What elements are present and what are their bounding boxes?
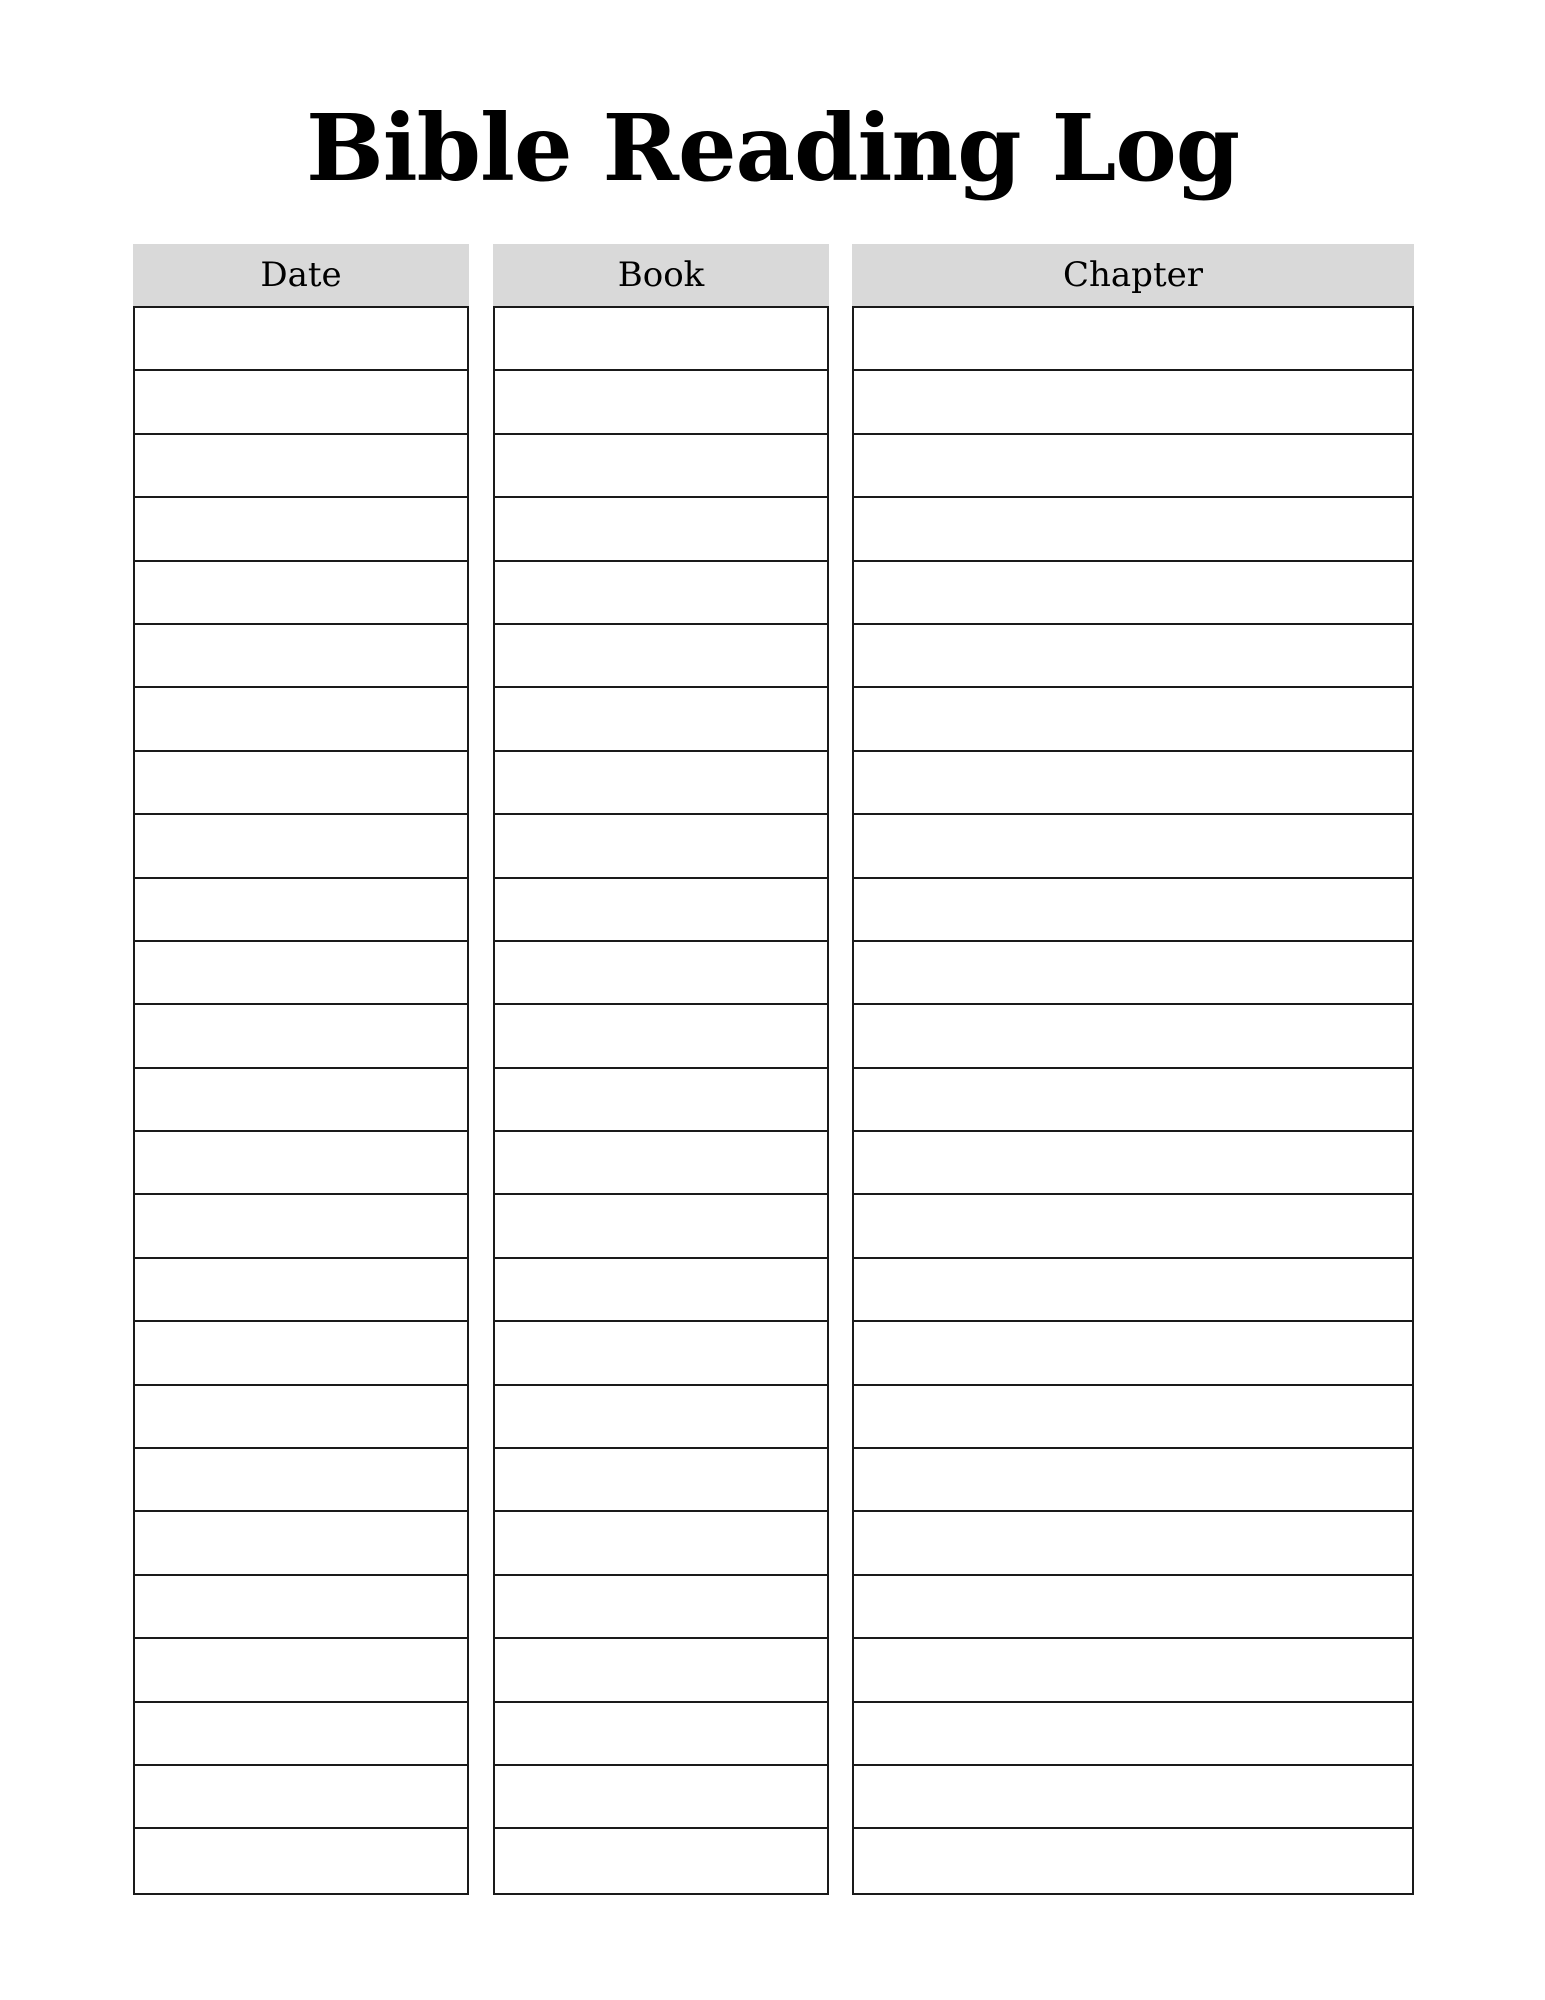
chapter-entry-cell[interactable]	[854, 1449, 1412, 1512]
book-entry-cell[interactable]	[495, 1639, 827, 1702]
chapter-entry-cell[interactable]	[854, 942, 1412, 1005]
chapter-entry-cell[interactable]	[854, 1322, 1412, 1385]
chapter-entry-cell[interactable]	[854, 1386, 1412, 1449]
book-entry-cell[interactable]	[495, 625, 827, 688]
book-entry-cell[interactable]	[495, 879, 827, 942]
chapter-entry-cell[interactable]	[854, 1195, 1412, 1258]
chapter-column	[852, 244, 1414, 1895]
chapter-entry-cell[interactable]	[854, 498, 1412, 561]
date-entry-cell[interactable]	[135, 688, 467, 751]
date-entry-cell[interactable]	[135, 1386, 467, 1449]
date-entry-cell[interactable]	[135, 815, 467, 878]
chapter-entry-cell[interactable]	[854, 815, 1412, 878]
chapter-entry-cell[interactable]	[854, 562, 1412, 625]
book-entry-cell[interactable]	[495, 371, 827, 434]
chapter-entry-cell[interactable]	[854, 1005, 1412, 1068]
book-entry-cell[interactable]	[495, 1322, 827, 1385]
book-column-rows	[493, 306, 829, 1895]
book-entry-cell[interactable]	[495, 1766, 827, 1829]
date-entry-cell[interactable]	[135, 1449, 467, 1512]
book-entry-cell[interactable]	[495, 1449, 827, 1512]
chapter-entry-cell[interactable]	[854, 435, 1412, 498]
chapter-entry-cell[interactable]	[854, 1576, 1412, 1639]
chapter-entry-cell[interactable]	[854, 1132, 1412, 1195]
date-column	[133, 244, 469, 1895]
chapter-entry-cell[interactable]	[854, 625, 1412, 688]
date-entry-cell[interactable]	[135, 562, 467, 625]
chapter-entry-cell[interactable]	[854, 1259, 1412, 1322]
book-entry-cell[interactable]	[495, 752, 827, 815]
book-entry-cell[interactable]	[495, 815, 827, 878]
date-entry-cell[interactable]	[135, 1322, 467, 1385]
chapter-entry-cell[interactable]	[854, 1829, 1412, 1892]
book-entry-cell[interactable]	[495, 498, 827, 561]
date-entry-cell[interactable]	[135, 1703, 467, 1766]
book-entry-cell[interactable]	[495, 688, 827, 751]
book-entry-cell[interactable]	[495, 1703, 827, 1766]
date-entry-cell[interactable]	[135, 435, 467, 498]
chapter-entry-cell[interactable]	[854, 1703, 1412, 1766]
book-entry-cell[interactable]	[495, 1132, 827, 1195]
book-entry-cell[interactable]	[495, 435, 827, 498]
date-entry-cell[interactable]	[135, 1069, 467, 1132]
date-entry-cell[interactable]	[135, 1195, 467, 1258]
date-entry-cell[interactable]	[135, 1639, 467, 1702]
date-entry-cell[interactable]	[135, 879, 467, 942]
chapter-entry-cell[interactable]	[854, 1639, 1412, 1702]
date-entry-cell[interactable]	[135, 371, 467, 434]
chapter-entry-cell[interactable]	[854, 752, 1412, 815]
chapter-column-header: Chapter	[852, 244, 1414, 306]
book-entry-cell[interactable]	[495, 1069, 827, 1132]
chapter-entry-cell[interactable]	[854, 1512, 1412, 1575]
date-entry-cell[interactable]	[135, 308, 467, 371]
date-entry-cell[interactable]	[135, 1512, 467, 1575]
chapter-column-rows	[852, 306, 1414, 1895]
date-entry-cell[interactable]	[135, 1829, 467, 1892]
book-entry-cell[interactable]	[495, 1576, 827, 1639]
book-entry-cell[interactable]	[495, 1195, 827, 1258]
book-entry-cell[interactable]	[495, 1259, 827, 1322]
date-entry-cell[interactable]	[135, 1132, 467, 1195]
date-column-rows	[133, 306, 469, 1895]
date-entry-cell[interactable]	[135, 1259, 467, 1322]
book-entry-cell[interactable]	[495, 1386, 827, 1449]
chapter-entry-cell[interactable]	[854, 1766, 1412, 1829]
book-column	[493, 244, 829, 1895]
page-title: Bible Reading Log	[305, 94, 1240, 202]
book-entry-cell[interactable]	[495, 1512, 827, 1575]
date-entry-cell[interactable]	[135, 1005, 467, 1068]
date-entry-cell[interactable]	[135, 1766, 467, 1829]
chapter-entry-cell[interactable]	[854, 879, 1412, 942]
chapter-entry-cell[interactable]	[854, 688, 1412, 751]
book-entry-cell[interactable]	[495, 1005, 827, 1068]
chapter-entry-cell[interactable]	[854, 371, 1412, 434]
date-entry-cell[interactable]	[135, 1576, 467, 1639]
book-entry-cell[interactable]	[495, 942, 827, 1005]
book-entry-cell[interactable]	[495, 1829, 827, 1892]
date-entry-cell[interactable]	[135, 942, 467, 1005]
book-column-header: Book	[493, 244, 829, 306]
book-entry-cell[interactable]	[495, 308, 827, 371]
date-entry-cell[interactable]	[135, 498, 467, 561]
date-entry-cell[interactable]	[135, 752, 467, 815]
chapter-entry-cell[interactable]	[854, 308, 1412, 371]
chapter-entry-cell[interactable]	[854, 1069, 1412, 1132]
date-column-header: Date	[133, 244, 469, 306]
date-entry-cell[interactable]	[135, 625, 467, 688]
book-entry-cell[interactable]	[495, 562, 827, 625]
